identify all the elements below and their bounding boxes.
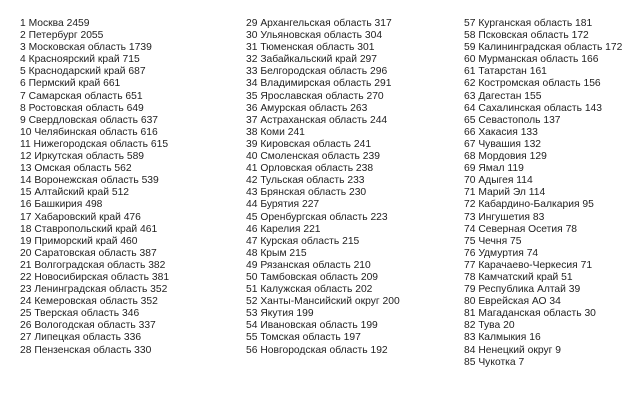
list-item: 76 Удмуртия 74 xyxy=(464,247,539,259)
list-item: 61 Татарстан 161 xyxy=(464,66,547,78)
list-item: 58 Псковская область 172 xyxy=(464,30,589,42)
list-item: 27 Липецкая область 336 xyxy=(20,332,142,344)
list-item: 65 Севастополь 137 xyxy=(464,114,561,126)
list-item: 14 Воронежская область 539 xyxy=(20,175,159,187)
list-item: 83 Калмыкия 16 xyxy=(464,332,541,344)
list-item: 6 Пермский край 661 xyxy=(20,78,121,90)
list-item: 70 Адыгея 114 xyxy=(464,175,533,187)
list-item: 9 Свердловская область 637 xyxy=(20,114,159,126)
list-item: 3 Московская область 1739 xyxy=(20,42,152,54)
list-item: 21 Волгоградская область 382 xyxy=(20,259,166,271)
list-item: 8 Ростовская область 649 xyxy=(20,102,144,114)
list-item: 45 Оренбургская область 223 xyxy=(246,211,388,223)
list-item: 29 Архангельская область 317 xyxy=(246,18,392,29)
list-item: 32 Забайкальский край 297 xyxy=(246,54,377,66)
list-item: 73 Ингушетия 83 xyxy=(464,211,545,223)
list-item: 17 Хабаровский край 476 xyxy=(20,211,141,223)
list-item: 13 Омская область 562 xyxy=(20,163,132,175)
list-item: 47 Курская область 215 xyxy=(246,235,360,247)
list-item: 59 Калининградская область 172 xyxy=(464,42,623,54)
list-item: 82 Тува 20 xyxy=(464,320,515,332)
list-item: 20 Саратовская область 387 xyxy=(20,247,157,259)
list-item: 1 Москва 2459 xyxy=(20,18,90,29)
list-item: 68 Мордовия 129 xyxy=(464,151,547,163)
list-item: 51 Калужская область 202 xyxy=(246,284,373,296)
list-item: 69 Ямал 119 xyxy=(464,163,524,175)
list-item: 67 Чувашия 132 xyxy=(464,138,542,150)
list-item: 26 Вологодская область 337 xyxy=(20,320,156,332)
list-item: 64 Сахалинская область 143 xyxy=(464,102,603,114)
list-item: 46 Карелия 221 xyxy=(246,223,321,235)
list-item: 23 Ленинградская область 352 xyxy=(20,284,168,296)
list-item: 48 Крым 215 xyxy=(246,247,307,259)
list-item: 60 Мурманская область 166 xyxy=(464,54,599,66)
list-item: 41 Орловская область 238 xyxy=(246,163,374,175)
list-item: 55 Томская область 197 xyxy=(246,332,361,344)
list-item: 19 Приморский край 460 xyxy=(20,235,138,247)
list-item: 74 Северная Осетия 78 xyxy=(464,223,578,235)
list-item: 37 Астраханская область 244 xyxy=(246,114,388,126)
list-item: 2 Петербург 2055 xyxy=(20,30,104,42)
list-item: 43 Брянская область 230 xyxy=(246,187,367,199)
list-item: 38 Коми 241 xyxy=(246,126,305,138)
list-item: 49 Рязанская область 210 xyxy=(246,259,371,271)
list-item: 10 Челябинская область 616 xyxy=(20,126,158,138)
list-item: 66 Хакасия 133 xyxy=(464,126,538,138)
list-item: 22 Новосибирская область 381 xyxy=(20,271,170,283)
list-item: 40 Смоленская область 239 xyxy=(246,151,380,163)
list-column-2 xyxy=(246,18,400,357)
list-item: 78 Камчатский край 51 xyxy=(464,271,573,283)
list-item: 18 Ставропольский край 461 xyxy=(20,223,158,235)
list-item: 11 Нижегородская область 615 xyxy=(20,138,169,150)
list-item: 36 Амурская область 263 xyxy=(246,102,368,114)
list-item: 52 Ханты-Мансийский округ 200 xyxy=(246,296,400,308)
list-item: 81 Магаданская область 30 xyxy=(464,308,596,320)
list-item: 54 Ивановская область 199 xyxy=(246,320,378,332)
list-item: 28 Пензенская область 330 xyxy=(20,344,152,356)
list-item: 31 Тюменская область 301 xyxy=(246,42,375,54)
list-item: 42 Тульская область 233 xyxy=(246,175,365,187)
list-item: 62 Костромская область 156 xyxy=(464,78,601,90)
list-item: 56 Новгородская область 192 xyxy=(246,344,388,356)
list-item: 5 Краснодарский край 687 xyxy=(20,66,146,78)
list-item: 4 Красноярский край 715 xyxy=(20,54,140,66)
list-item: 33 Белгородская область 296 xyxy=(246,66,388,78)
list-item: 7 Самарская область 651 xyxy=(20,90,143,102)
list-item: 16 Башкирия 498 xyxy=(20,199,103,211)
list-item: 75 Чечня 75 xyxy=(464,235,522,247)
list-item: 57 Курганская область 181 xyxy=(464,18,593,29)
list-item: 30 Ульяновская область 304 xyxy=(246,30,383,42)
list-item: 53 Якутия 199 xyxy=(246,308,314,320)
list-item: 15 Алтайский край 512 xyxy=(20,187,130,199)
list-item: 72 Кабардино-Балкария 95 xyxy=(464,199,594,211)
list-item: 71 Марий Эл 114 xyxy=(464,187,546,199)
list-item: 34 Владимирская область 291 xyxy=(246,78,392,90)
list-item: 77 Карачаево-Черкесия 71 xyxy=(464,259,593,271)
list-item: 24 Кемеровская область 352 xyxy=(20,296,158,308)
list-item: 50 Тамбовская область 209 xyxy=(246,271,379,283)
list-item: 35 Ярославская область 270 xyxy=(246,90,384,102)
list-item: 80 Еврейская АО 34 xyxy=(464,296,561,308)
list-item: 85 Чукотка 7 xyxy=(464,356,525,368)
list-item: 79 Республика Алтай 39 xyxy=(464,284,581,296)
list-item: 63 Дагестан 155 xyxy=(464,90,542,102)
list-column-3 xyxy=(464,18,622,369)
list-item: 84 Ненецкий округ 9 xyxy=(464,344,561,356)
list-item: 39 Кировская область 241 xyxy=(246,138,372,150)
list-column-1 xyxy=(20,18,169,357)
list-item: 12 Иркутская область 589 xyxy=(20,151,145,163)
list-item: 25 Тверская область 346 xyxy=(20,308,140,320)
list-item: 44 Бурятия 227 xyxy=(246,199,320,211)
